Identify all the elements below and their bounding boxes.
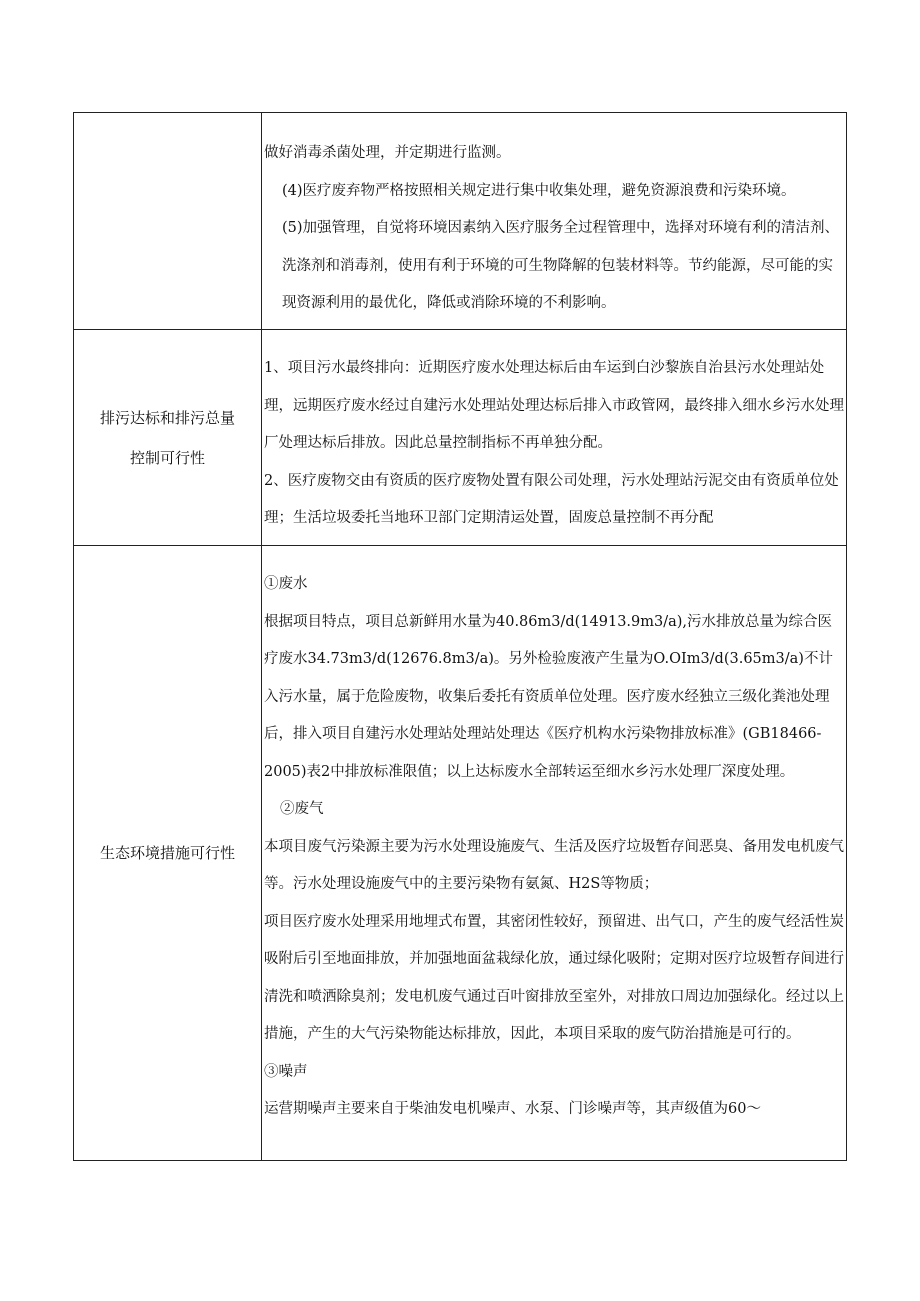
row-content-cell	[262, 330, 847, 546]
paragraph: 做好消毒杀菌处理，并定期进行监测。	[264, 145, 511, 161]
table-row	[74, 546, 847, 1161]
row-content-cell	[262, 113, 847, 330]
row-label-line: 控制可行性	[129, 448, 205, 467]
row-label-line: 生态环境措施可行性	[99, 844, 235, 862]
table-row	[74, 113, 847, 330]
paragraph: 项目医疗废水处理采用地埋式布置，其密闭性较好，预留进、出气口，产生的废气经活性炭吸附后引至地面排放，并加强地面盆栽绿化放，通过绿化吸附；定期对医疗垃圾暂存间进行清洗和喷洒除臭剂；发电机废气通过百叶窗排放至室外，对排放口周边加强绿化。经过以上措施，产生的大气污染物能达标排放，因此，本项目采取的废气防治措施是可行的。	[264, 913, 844, 1042]
row-label-cell	[74, 113, 262, 330]
row-label-cell	[74, 546, 262, 1161]
row-content-cell	[262, 546, 847, 1161]
row-label-line: 排污达标和排污总量	[99, 408, 235, 427]
paragraph: 本项目废气污染源主要为污水处理设施废气、生活及医疗垃圾暂存间恶臭、备用发电机废气等。污水处理设施废气中的主要污染物有氨氮、H2S等物质；	[264, 838, 844, 892]
paragraph: 2、医疗废物交由有资质的医疗废物处置有限公司处理，污水处理站污泥交由有资质单位处理；生活垃圾委托当地环卫部门定期清运处置，固废总量控制不再分配	[264, 472, 839, 526]
paragraph: (5)加强管理，自觉将环境因素纳入医疗服务全过程管理中，选择对环境有利的清洁剂、洗涤剂和消毒剂，使用有利于环境的可生物降解的包装材料等。节约能源，尽可能的实现资源利用的最优化，降低或消除环境的不利影响。	[282, 220, 840, 311]
row-label-cell	[74, 330, 262, 546]
section-heading-wastewater: ①废水	[264, 576, 308, 592]
section-heading-exhaust: ②废气	[280, 801, 324, 817]
section-heading-noise: ③噪声	[264, 1063, 308, 1080]
paragraph: (4)医疗废弃物严格按照相关规定进行集中收集处理，避免资源浪费和污染环境。	[282, 182, 796, 199]
paragraph: 1、项目污水最终排向：近期医疗废水处理达标后由车运到白沙黎族自治县污水处理站处理，远期医疗废水经过自建污水处理站处理达标后排入市政管网，最终排入细水乡污水处理厂处理达标后排放。因此总量控制指标不再单独分配。	[264, 360, 844, 451]
paragraph: 根据项目特点，项目总新鲜用水量为40.86m3/d(14913.9m3/a),污水排放总量为综合医疗废水34.73m3/d(12676.8m3/a)。另外检验废液产生量为O.OIm3/d(3.65m3/a)不计入污水量，属于危险废物，收集后委托有资质单位处理。医疗废水经独立三级化粪池处理后，排入项目自建污水处理站处理站处理达《医疗机构水污染物排放标准》(GB18466-2005)表2中排放标准限值；以上达标废水全部转运至细水乡污水处理厂深度处理。	[264, 613, 833, 780]
assessment-table	[73, 112, 847, 1161]
table-row	[74, 330, 847, 546]
paragraph: 运营期噪声主要来自于柴油发电机噪声、水泵、门诊噪声等，其声级值为60～	[264, 1101, 761, 1117]
